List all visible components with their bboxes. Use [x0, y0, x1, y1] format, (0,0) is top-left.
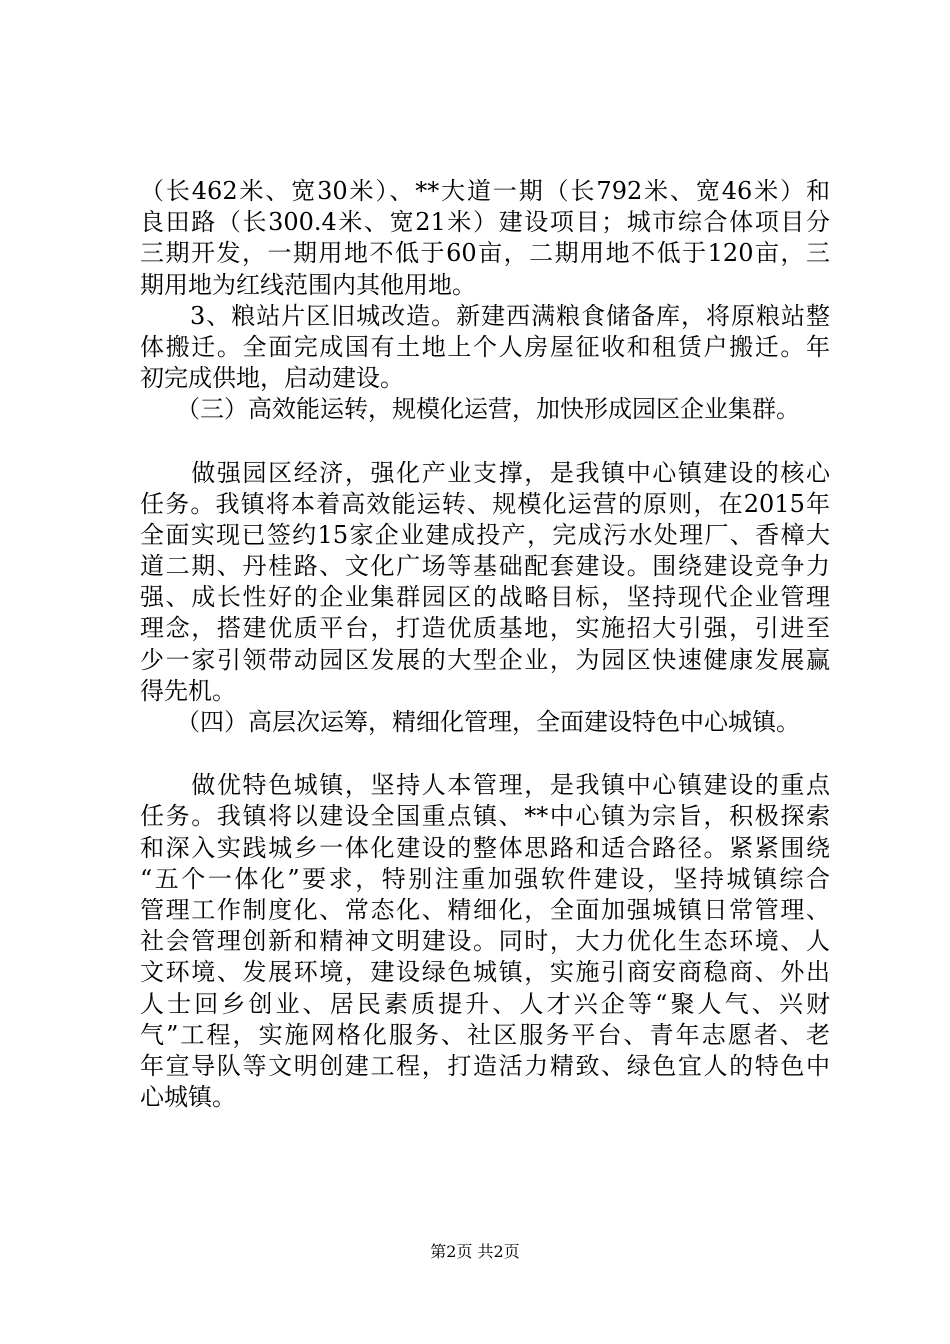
text-line: 三期开发，一期用地不低于60亩，二期用地不低于120亩，三 [140, 239, 830, 268]
text-line: 心城镇。 [140, 1083, 236, 1112]
paragraph [140, 707, 830, 738]
document-body [140, 176, 830, 1113]
text-line: 强、成长性好的企业集群园区的战略目标，坚持现代企业管理 [140, 583, 830, 612]
text-line: 任务。我镇将本着高效能运转、规模化运营的原则，在2015年 [140, 489, 830, 518]
paragraph-gap [140, 426, 830, 458]
page-footer: 第2页 共2页 [430, 1242, 520, 1261]
text-line: 良田路（长300.4米、宽21米）建设项目；城市综合体项目分 [140, 208, 830, 237]
text-line: 和深入实践城乡一体化建设的整体思路和适合路径。紧紧围绕 [140, 833, 830, 862]
paragraph [140, 176, 830, 301]
text-line: 社会管理创新和精神文明建设。同时，大力优化生态环境、人 [140, 927, 830, 956]
paragraph [140, 301, 830, 395]
text-line: 体搬迁。全面完成国有土地上个人房屋征收和租赁户搬迁。年 [140, 332, 830, 361]
text-line: （四）高层次运筹，精细化管理，全面建设特色中心城镇。 [140, 708, 800, 736]
text-line: 理念，搭建优质平台，打造优质基地，实施招大引强，引进至 [140, 614, 830, 643]
text-line: 少一家引领带动园区发展的大型企业，为园区快速健康发展赢 [140, 645, 830, 674]
text-line: （长462米、宽30米）、**大道一期（长792米、宽46米）和 [140, 177, 830, 205]
text-line: （三）高效能运转，规模化运营，加快形成园区企业集群。 [140, 395, 800, 424]
text-line: 道二期、丹桂路、文化广场等基础配套建设。围绕建设竞争力 [140, 552, 830, 581]
text-line: 管理工作制度化、常态化、精细化，全面加强城镇日常管理、 [140, 895, 830, 924]
text-line: 得先机。 [140, 676, 236, 705]
paragraph-gap [140, 738, 830, 770]
paragraph [140, 770, 830, 1113]
text-line: 初完成供地，启动建设。 [140, 364, 404, 393]
text-line: 年宣导队等文明创建工程，打造活力精致、绿色宜人的特色中 [140, 1051, 830, 1080]
text-line: “五个一体化”要求，特别注重加强软件建设，坚持城镇综合 [140, 864, 830, 893]
text-line: 气”工程，实施网格化服务、社区服务平台、青年志愿者、老 [140, 1020, 830, 1049]
text-line: 任务。我镇将以建设全国重点镇、**中心镇为宗旨，积极探索 [140, 802, 830, 831]
text-line: 全面实现已签约15家企业建成投产，完成污水处理厂、香樟大 [140, 520, 830, 549]
text-line: 3、粮站片区旧城改造。新建西满粮食储备库，将原粮站整 [140, 301, 830, 330]
text-line: 做优特色城镇，坚持人本管理，是我镇中心镇建设的重点 [140, 771, 830, 800]
text-line: 期用地为红线范围内其他用地。 [140, 270, 476, 299]
text-line: 人士回乡创业、居民素质提升、人才兴企等“聚人气、兴财 [140, 989, 830, 1018]
paragraph [140, 458, 830, 708]
text-line: 文环境、发展环境，建设绿色城镇，实施引商安商稳商、外出 [140, 958, 830, 987]
paragraph [140, 394, 830, 425]
text-line: 做强园区经济，强化产业支撑，是我镇中心镇建设的核心 [140, 458, 830, 487]
